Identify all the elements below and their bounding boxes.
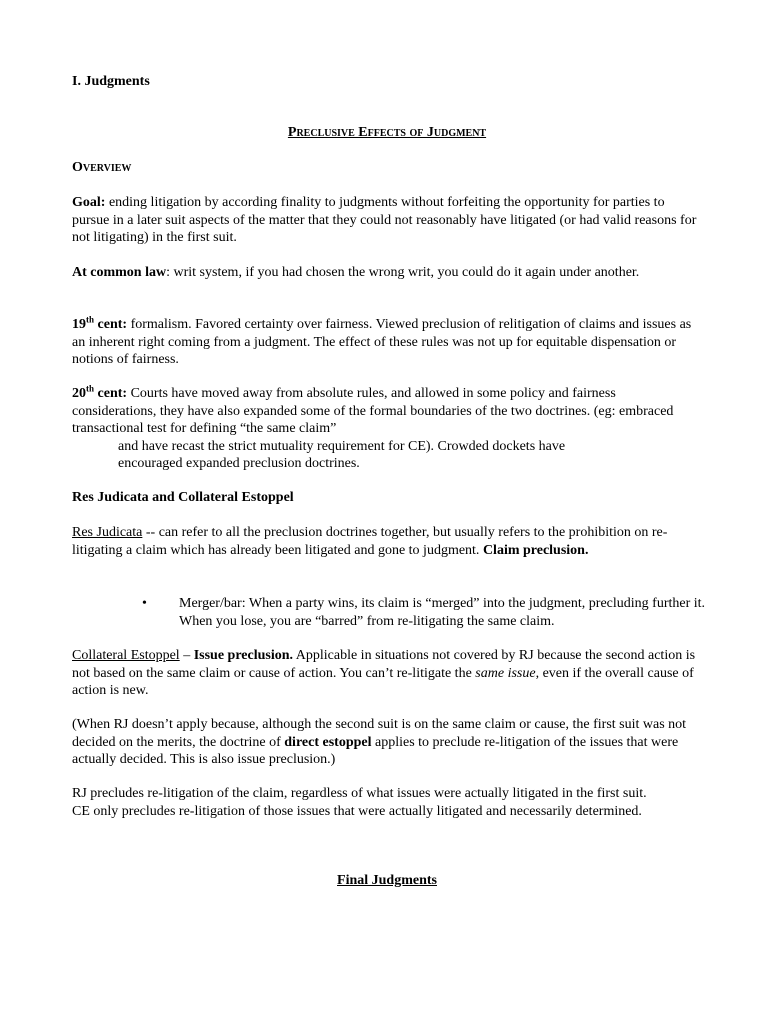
c20-indent-line-2: encouraged expanded preclusion doctrines. xyxy=(118,456,360,471)
c20-paragraph xyxy=(72,385,702,473)
rj-ce-summary-paragraph xyxy=(72,785,702,820)
direct-estoppel-text-1: (When RJ doesn’t apply because, although the second suit is on the same claim or cause, the first suit was not decided on the merits, the doctrine of xyxy=(72,717,687,750)
overview-heading: Overview xyxy=(72,160,132,175)
rj-ce-heading: Res Judicata and Collateral Estoppel xyxy=(72,490,294,505)
c20-indent-line-1: and have recast the strict mutuality requirement for CE). Crowded dockets have xyxy=(118,438,566,454)
c20-text: Courts have moved away from absolute rules, and allowed in some policy and fairness considerations, they have also expanded some of the formal boundaries of the two doctrines. (eg: embraced transactional test for defining “the same claim” xyxy=(72,386,674,436)
direct-estoppel-paragraph xyxy=(72,716,702,769)
goal-text: ending litigation by according finality to judgments without forfeiting the opportunity for parties to pursue in a later suit aspects of the matter that they could not reasonably have litigated (or had valid reasons for not litigating) in the first suit. xyxy=(72,195,697,245)
c20-label: cent: xyxy=(94,386,128,401)
common-law-label: At common law xyxy=(72,265,167,280)
goal-label: Goal: xyxy=(72,195,106,210)
section-heading: I. Judgments xyxy=(72,74,150,89)
res-judicata-text: -- can refer to all the preclusion doctrines together, but usually refers to the prohibition on re-litigating a claim which has already been litigated and gone to judgment. xyxy=(72,525,668,558)
merger-bar-text: Merger/bar: When a party wins, its claim is “merged” into the judgment, precluding further it. When you lose, you are “barred” from re-litigating the same claim. xyxy=(179,596,706,629)
rj-summary-line: RJ precludes re-litigation of the claim, regardless of what issues were actually litigated in the first suit. xyxy=(72,786,647,801)
c19-label: cent: xyxy=(94,317,128,332)
common-law-paragraph xyxy=(72,264,702,282)
res-judicata-term: Res Judicata xyxy=(72,525,143,540)
c20-sup: th xyxy=(86,383,95,394)
final-judgments-heading: Final Judgments xyxy=(337,873,437,888)
page-title: Preclusive Effects of Judgment xyxy=(287,125,487,140)
c19-paragraph xyxy=(72,316,702,369)
c19-number: 19 xyxy=(72,317,86,332)
claim-preclusion-label: Claim preclusion. xyxy=(482,542,589,558)
collateral-estoppel-paragraph xyxy=(72,647,702,700)
collateral-estoppel-dash: – xyxy=(179,648,194,663)
direct-estoppel-text-2: applies to preclude re-litigation of the issues that were actually decided. This is also issue preclusion.) xyxy=(72,734,679,767)
same-issue-emphasis: same issue xyxy=(475,665,536,681)
ce-summary-line: CE only precludes re-litigation of those issues that were actually litigated and necessarily determined. xyxy=(72,803,642,819)
issue-preclusion-label: Issue preclusion. xyxy=(193,648,294,663)
collateral-estoppel-text-2: , even if the overall cause of action is new. xyxy=(72,665,694,698)
collateral-estoppel-term: Collateral Estoppel xyxy=(72,648,180,663)
c19-sup: th xyxy=(86,314,95,325)
bullet-icon: • xyxy=(142,596,147,611)
c19-text: formalism. Favored certainty over fairness. Viewed preclusion of relitigation of claims and issues as an inherent right coming from a judgment. The effect of these rules was not up for equitable dispensation or notions of fairness. xyxy=(72,317,692,367)
goal-paragraph xyxy=(72,194,702,247)
res-judicata-paragraph xyxy=(72,524,702,559)
c20-number: 20 xyxy=(72,386,86,401)
direct-estoppel-label: direct estoppel xyxy=(284,734,372,750)
collateral-estoppel-text-1: Applicable in situations not covered by RJ because the second action is not based on the same claim or cause of action. You can’t re-litigate the xyxy=(72,648,696,681)
common-law-text: : writ system, if you had chosen the wrong writ, you could do it again under another. xyxy=(166,265,640,280)
